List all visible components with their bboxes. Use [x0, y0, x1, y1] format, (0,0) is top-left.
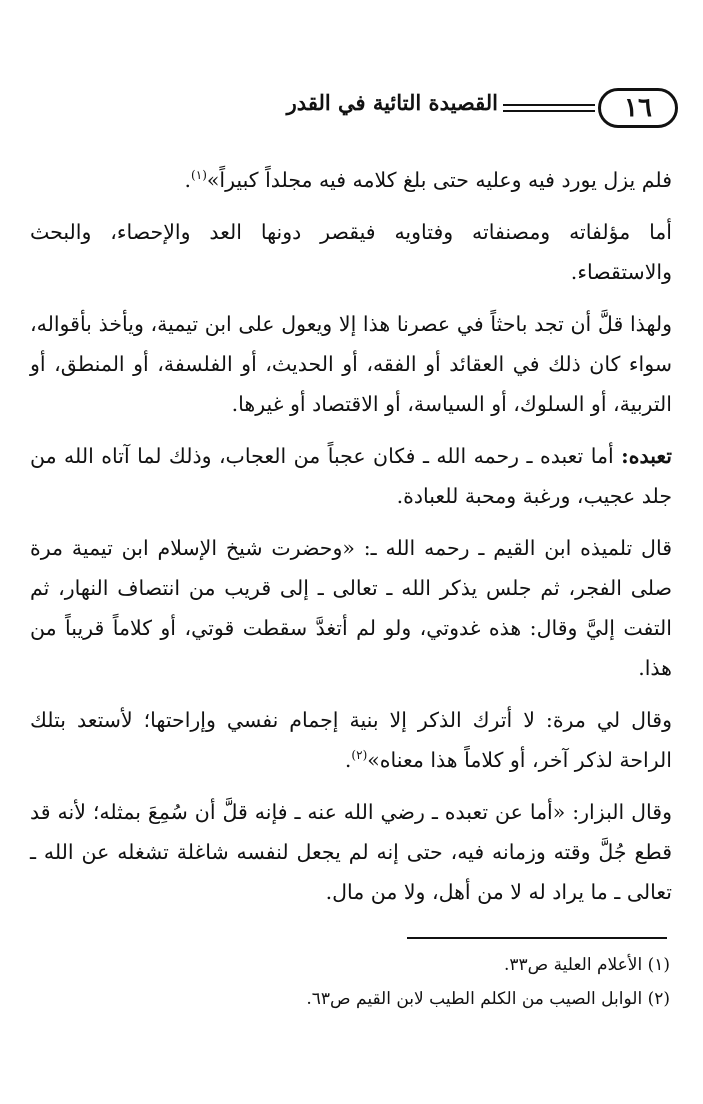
page-header	[30, 88, 678, 138]
footnote-ref-2[interactable]: (٢)	[351, 748, 368, 763]
footnote-divider	[407, 937, 667, 939]
footnote-2: (٢) الوابل الصيب من الكلم الطيب لابن القيم ص٦٣.	[306, 989, 670, 1009]
paragraph-3: ولهذا قلَّ أن تجد باحثاً في عصرنا هذا إلا ويعول على ابن تيمية، ويأخذ بأقواله، سواء كان ذلك في العقائد أو الفقه، أو الحديث، أو الفلسفة، أو المنطق، أو التربية، أو السلوك، أو السياسة، أو الاقتصاد أو غيرها.	[30, 312, 672, 416]
paragraph-4: تعبده: أما تعبده ـ رحمه الله ـ فكان عجباً من العجاب، وذلك لما آتاه الله من جلد عجيب، ورغبة ومحبة للعبادة.	[30, 444, 672, 508]
paragraph-5: قال تلميذه ابن القيم ـ رحمه الله ـ: «وحضرت شيخ الإسلام ابن تيمية مرة صلى الفجر، ثم جلس يذكر الله ـ تعالى ـ إلى قريب من انتصاف النهار، ثم التفت إليَّ وقال: هذه غدوتي، ولو لم أتغدَّ سقطت قوتي، أو كلاماً قريباً من هذا.	[30, 536, 672, 680]
footnotes	[30, 948, 670, 1016]
body-text	[30, 160, 672, 924]
footnote-ref-1[interactable]: (١)	[191, 168, 207, 183]
paragraph-2: أما مؤلفاته ومصنفاته وفتاويه فيقصر دونها العد والإحصاء، والبحث والاستقصاء.	[30, 220, 672, 284]
page-number: ١٦	[598, 88, 678, 128]
paragraph-6: وقال لي مرة: لا أترك الذكر إلا بنية إجمام نفسي وإراحتها؛ لأستعد بتلك الراحة لذكر آخر، أو كلاماً هذا معناه»$^{(٢)}$.	[30, 708, 672, 772]
running-title: القصيدة التائية في القدر	[286, 90, 498, 115]
section-lead: تعبده:	[621, 444, 672, 468]
paragraph-7: وقال البزار: «أما عن تعبده ـ رضي الله عنه ـ فإنه قلَّ أن سُمِعَ بمثله؛ لأنه قد قطع جُلَّ وقته وزمانه فيه، حتى إنه لم يجعل لنفسه شاغلة تشغله عن الله ـ تعالى ـ ما يراد له لا من أهل، ولا من مال.	[30, 800, 672, 904]
header-rule	[503, 104, 595, 112]
paragraph-1: فلم يزل يورد فيه وعليه حتى بلغ كلامه فيه مجلداً كبيراً»$^{(١)}$.	[184, 168, 672, 192]
footnote-1: (١) الأعلام العلية ص٣٣.	[503, 955, 670, 975]
